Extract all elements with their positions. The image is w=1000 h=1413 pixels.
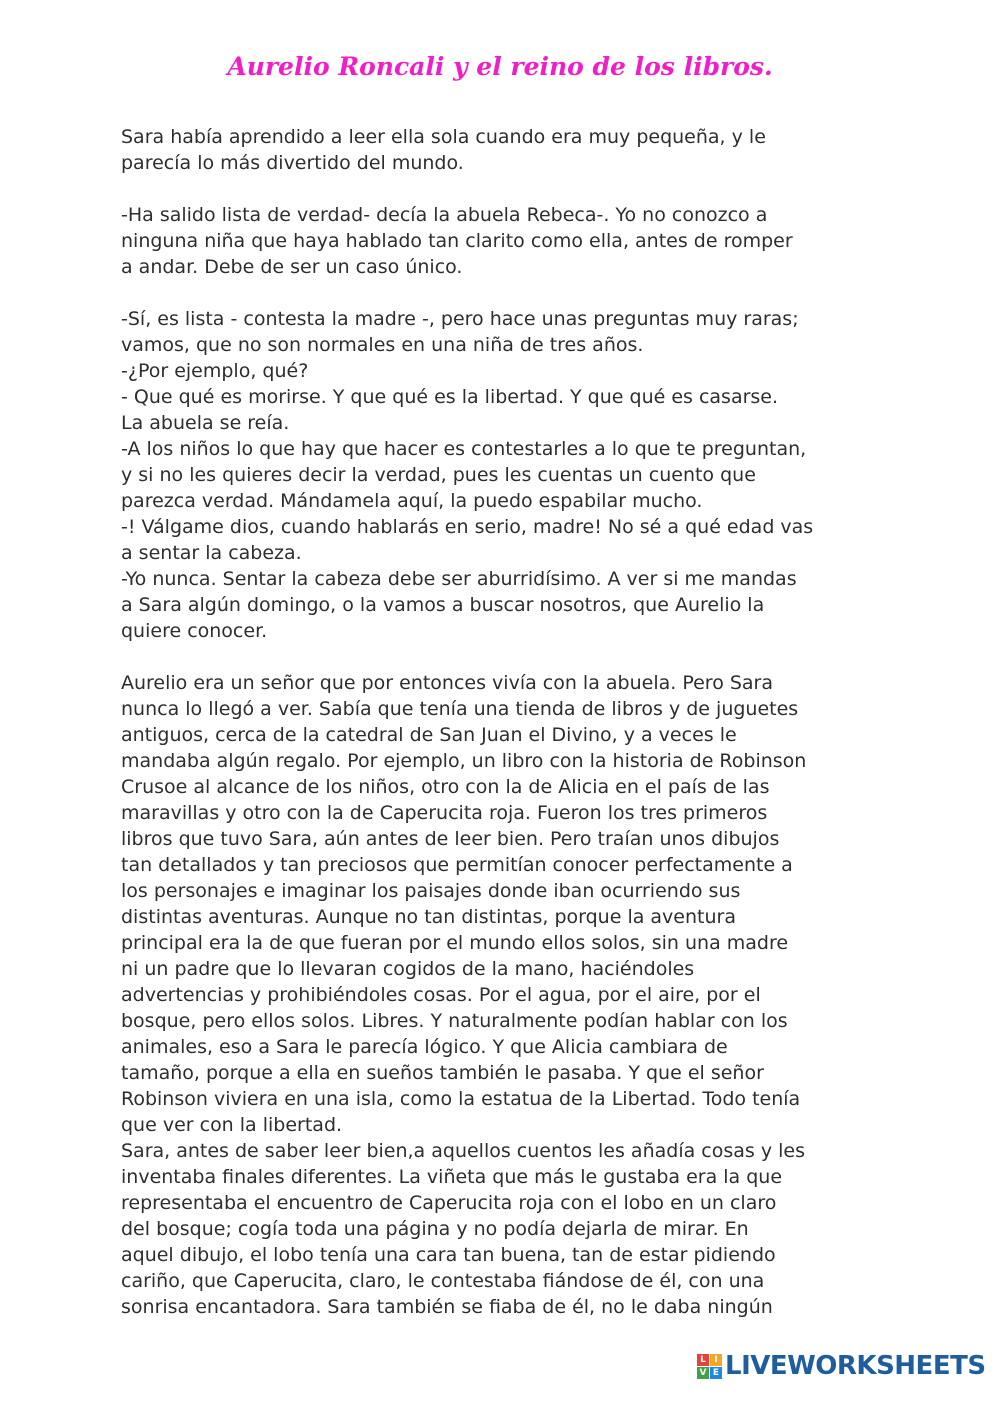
text-line: -Sí, es lista - contesta la madre -, pero hace unas preguntas muy raras; [121,308,799,330]
text-line: nunca lo llegó a ver. Sabía que tenía una tienda de libros y de juguetes [121,698,799,720]
text-line: a sentar la cabeza. [121,542,302,564]
text-line: Aurelio era un señor que por entonces vivía con la abuela. Pero Sara [121,672,774,694]
text-line: vamos, que no son normales en una niña de tres años. [121,334,644,356]
text-line: -Ha salido lista de verdad- decía la abuela Rebeca-. Yo no conozco a [121,204,768,226]
text-line: que ver con la libertad. [121,1114,343,1136]
text-line: bosque, pero ellos solos. Libres. Y naturalmente podían hablar con los [121,1010,788,1032]
text-line: -¿Por ejemplo, qué? [121,360,309,382]
text-line: -Yo nunca. Sentar la cabeza debe ser aburridísimo. A ver si me mandas [121,568,797,590]
text-line: tamaño, porque a ella en sueños también le pasaba. Y que el señor [121,1062,764,1084]
text-line: La abuela se reía. [121,412,290,434]
text-line: Sara, antes de saber leer bien,a aquellos cuentos les añadía cosas y les [121,1140,805,1162]
text-line: maravillas y otro con la de Caperucita roja. Fueron los tres primeros [121,802,768,824]
text-line: principal era la de que fueran por el mundo ellos solos, sin una madre [121,932,789,954]
text-line: parecía lo más divertido del mundo. [121,152,464,174]
text-line: representaba el encuentro de Caperucita roja con el lobo en un claro [121,1192,777,1214]
liveworksheets-watermark[interactable] [697,1350,986,1382]
text-line: cariño, que Caperucita, claro, le contestaba fiándose de él, con una [121,1270,765,1292]
text-line: libros que tuvo Sara, aún antes de leer bien. Pero traían unos dibujos [121,828,780,850]
text-line: y si no les quieres decir la verdad, pues les cuentas un cuento que [121,464,756,486]
text-line: Crusoe al alcance de los niños, otro con la de Alicia en el país de las [121,776,770,798]
text-line: distintas aventuras. Aunque no tan distintas, porque la aventura [121,906,736,928]
paragraph-gap [121,176,881,202]
paragraph-gap [121,644,881,670]
text-line: -! Válgame dios, cuando hablarás en serio, madre! No sé a qué edad vas [121,516,814,538]
text-line: Sara había aprendido a leer ella sola cuando era muy pequeña, y le [121,126,766,148]
text-line: - Que qué es morirse. Y que qué es la libertad. Y que qué es casarse. [121,386,779,408]
text-line: aquel dibujo, el lobo tenía una cara tan buena, tan de estar pidiendo [121,1244,776,1266]
watermark-text: LIVEWORKSHEETS [725,1351,986,1381]
text-line: advertencias y prohibiéndoles cosas. Por el agua, por el aire, por el [121,984,761,1006]
text-line: Robinson viviera en una isla, como la estatua de la Libertad. Todo tenía [121,1088,801,1110]
text-line: parezca verdad. Mándamela aquí, la puedo espabilar mucho. [121,490,703,512]
story-text [121,124,881,1320]
text-line: antiguos, cerca de la catedral de San Juan el Divino, y a veces le [121,724,737,746]
page-title: Aurelio Roncali y el reino de los libros. [227,52,773,81]
text-line: -A los niños lo que hay que hacer es contestarles a lo que te preguntan, [121,438,807,460]
logo-letter: L [697,1354,709,1366]
text-line: quiere conocer. [121,620,268,642]
text-line: ni un padre que lo llevaran cogidos de la mano, haciéndoles [121,958,695,980]
logo-letter: V [697,1367,709,1379]
text-line: mandaba algún regalo. Por ejemplo, un libro con la historia de Robinson [121,750,807,772]
text-line: inventaba finales diferentes. La viñeta que más le gustaba era la que [121,1166,783,1188]
logo-letter: E [710,1367,722,1379]
text-line: a andar. Debe de ser un caso único. [121,256,463,278]
text-line: tan detallados y tan preciosos que permitían conocer perfectamente a [121,854,793,876]
text-line: a Sara algún domingo, o la vamos a buscar nosotros, que Aurelio la [121,594,765,616]
text-line: animales, eso a Sara le parecía lógico. Y que Alicia cambiara de [121,1036,728,1058]
liveworksheets-logo-icon [697,1354,722,1379]
text-line: del bosque; cogía toda una página y no podía dejarla de mirar. En [121,1218,749,1240]
text-line: ninguna niña que haya hablado tan clarito como ella, antes de romper [121,230,793,252]
text-line: los personajes e imaginar los paisajes donde iban ocurriendo sus [121,880,741,902]
paragraph-gap [121,280,881,306]
text-line: sonrisa encantadora. Sara también se fiaba de él, no le daba ningún [121,1296,773,1318]
logo-letter: I [710,1354,722,1366]
